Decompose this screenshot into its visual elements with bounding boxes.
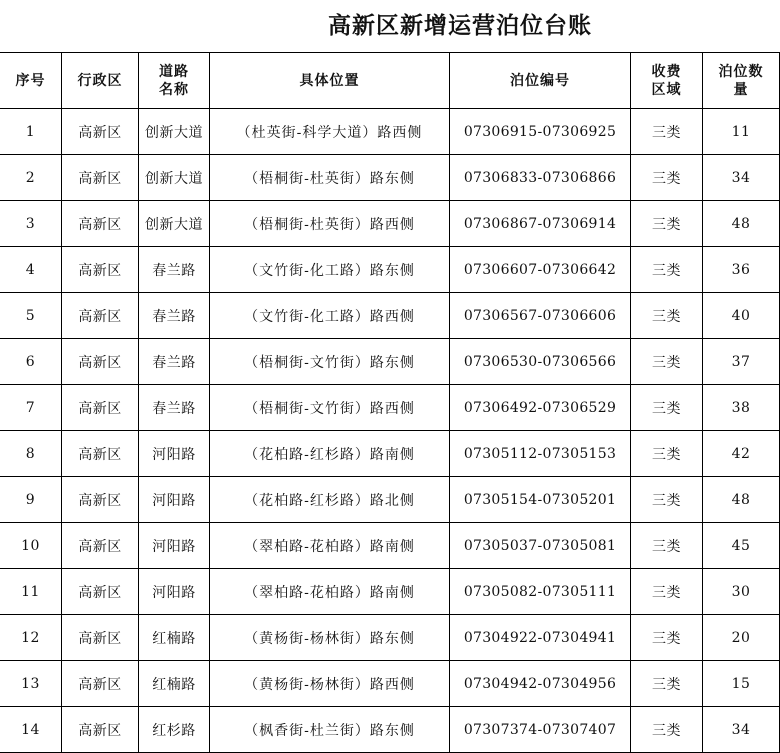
- cell-road-name: 河阳路: [139, 431, 210, 477]
- cell-berth-count: 34: [703, 155, 780, 201]
- table-row: [0, 155, 780, 201]
- cell-charge-zone: 三类: [631, 385, 703, 431]
- cell-location: （黄杨街-杨林街）路东侧: [210, 615, 450, 661]
- cell-charge-zone: 三类: [631, 109, 703, 155]
- table-row: [0, 201, 780, 247]
- cell-road-name: 创新大道: [139, 109, 210, 155]
- table-body: [0, 109, 780, 753]
- cell-district: 高新区: [62, 247, 139, 293]
- cell-berth-code: 07304942-07304956: [450, 661, 631, 707]
- cell-berth-code: 07305082-07305111: [450, 569, 631, 615]
- cell-road-name: 红楠路: [139, 661, 210, 707]
- cell-road-name: 春兰路: [139, 293, 210, 339]
- cell-district: 高新区: [62, 385, 139, 431]
- table-row: [0, 109, 780, 155]
- cell-berth-code: 07306867-07306914: [450, 201, 631, 247]
- cell-berth-code: 07305112-07305153: [450, 431, 631, 477]
- cell-road-name: 春兰路: [139, 385, 210, 431]
- cell-berth-count: 30: [703, 569, 780, 615]
- cell-berth-code: 07305154-07305201: [450, 477, 631, 523]
- cell-berth-count: 48: [703, 477, 780, 523]
- cell-location: （梧桐街-文竹街）路西侧: [210, 385, 450, 431]
- cell-district: 高新区: [62, 431, 139, 477]
- table-row: [0, 569, 780, 615]
- cell-berth-count: 11: [703, 109, 780, 155]
- cell-road-name: 河阳路: [139, 477, 210, 523]
- cell-district: 高新区: [62, 201, 139, 247]
- cell-seq: 14: [0, 707, 62, 753]
- cell-road-name: 创新大道: [139, 201, 210, 247]
- cell-charge-zone: 三类: [631, 201, 703, 247]
- cell-berth-count: 40: [703, 293, 780, 339]
- cell-district: 高新区: [62, 615, 139, 661]
- cell-charge-zone: 三类: [631, 707, 703, 753]
- cell-berth-count: 34: [703, 707, 780, 753]
- cell-road-name: 红楠路: [139, 615, 210, 661]
- cell-location: （梧桐街-杜英街）路西侧: [210, 201, 450, 247]
- cell-berth-count: 38: [703, 385, 780, 431]
- cell-charge-zone: 三类: [631, 477, 703, 523]
- cell-location: （翠柏路-花柏路）路南侧: [210, 569, 450, 615]
- cell-district: 高新区: [62, 477, 139, 523]
- cell-seq: 13: [0, 661, 62, 707]
- cell-seq: 9: [0, 477, 62, 523]
- cell-seq: 11: [0, 569, 62, 615]
- cell-berth-code: 07306607-07306642: [450, 247, 631, 293]
- cell-location: （黄杨街-杨林街）路西侧: [210, 661, 450, 707]
- cell-berth-code: 07306492-07306529: [450, 385, 631, 431]
- cell-location: （花柏路-红杉路）路南侧: [210, 431, 450, 477]
- cell-seq: 12: [0, 615, 62, 661]
- table-row: [0, 707, 780, 753]
- cell-berth-code: 07306833-07306866: [450, 155, 631, 201]
- cell-charge-zone: 三类: [631, 339, 703, 385]
- cell-charge-zone: 三类: [631, 293, 703, 339]
- cell-berth-count: 20: [703, 615, 780, 661]
- cell-road-name: 春兰路: [139, 247, 210, 293]
- cell-district: 高新区: [62, 661, 139, 707]
- table-header-row: [0, 53, 780, 109]
- cell-district: 高新区: [62, 339, 139, 385]
- cell-berth-count: 48: [703, 201, 780, 247]
- cell-seq: 2: [0, 155, 62, 201]
- header-berth-count: 泊位数量: [703, 53, 780, 109]
- cell-location: （梧桐街-杜英街）路东侧: [210, 155, 450, 201]
- cell-seq: 3: [0, 201, 62, 247]
- cell-district: 高新区: [62, 523, 139, 569]
- cell-road-name: 河阳路: [139, 569, 210, 615]
- cell-district: 高新区: [62, 155, 139, 201]
- cell-berth-count: 42: [703, 431, 780, 477]
- cell-seq: 10: [0, 523, 62, 569]
- cell-berth-code: 07304922-07304941: [450, 615, 631, 661]
- cell-charge-zone: 三类: [631, 569, 703, 615]
- table-row: [0, 385, 780, 431]
- berth-ledger-table: [0, 52, 780, 753]
- cell-road-name: 红杉路: [139, 707, 210, 753]
- cell-location: （杜英街-科学大道）路西侧: [210, 109, 450, 155]
- cell-berth-code: 07307374-07307407: [450, 707, 631, 753]
- cell-road-name: 河阳路: [139, 523, 210, 569]
- cell-charge-zone: 三类: [631, 247, 703, 293]
- cell-location: （翠柏路-花柏路）路南侧: [210, 523, 450, 569]
- header-berth-code: 泊位编号: [450, 53, 631, 109]
- table-row: [0, 431, 780, 477]
- cell-road-name: 春兰路: [139, 339, 210, 385]
- cell-seq: 6: [0, 339, 62, 385]
- cell-location: （花柏路-红杉路）路北侧: [210, 477, 450, 523]
- cell-location: （文竹街-化工路）路东侧: [210, 247, 450, 293]
- table-row: [0, 661, 780, 707]
- cell-berth-count: 45: [703, 523, 780, 569]
- table-row: [0, 477, 780, 523]
- cell-seq: 4: [0, 247, 62, 293]
- cell-charge-zone: 三类: [631, 661, 703, 707]
- table-row: [0, 523, 780, 569]
- cell-berth-count: 36: [703, 247, 780, 293]
- header-location: 具体位置: [210, 53, 450, 109]
- cell-charge-zone: 三类: [631, 615, 703, 661]
- cell-seq: 8: [0, 431, 62, 477]
- cell-location: （枫香街-杜兰街）路东侧: [210, 707, 450, 753]
- cell-district: 高新区: [62, 109, 139, 155]
- cell-seq: 5: [0, 293, 62, 339]
- table-row: [0, 339, 780, 385]
- cell-berth-count: 15: [703, 661, 780, 707]
- cell-berth-code: 07305037-07305081: [450, 523, 631, 569]
- cell-charge-zone: 三类: [631, 155, 703, 201]
- header-seq: 序号: [0, 53, 62, 109]
- cell-location: （梧桐街-文竹街）路东侧: [210, 339, 450, 385]
- table-row: [0, 293, 780, 339]
- cell-district: 高新区: [62, 569, 139, 615]
- table-row: [0, 615, 780, 661]
- cell-charge-zone: 三类: [631, 523, 703, 569]
- cell-berth-code: 07306915-07306925: [450, 109, 631, 155]
- cell-berth-code: 07306530-07306566: [450, 339, 631, 385]
- header-road-name: 道路名称: [139, 53, 210, 109]
- cell-location: （文竹街-化工路）路西侧: [210, 293, 450, 339]
- cell-berth-count: 37: [703, 339, 780, 385]
- cell-berth-code: 07306567-07306606: [450, 293, 631, 339]
- header-district: 行政区: [62, 53, 139, 109]
- header-charge-zone: 收费区域: [631, 53, 703, 109]
- cell-district: 高新区: [62, 293, 139, 339]
- table-row: [0, 247, 780, 293]
- cell-seq: 7: [0, 385, 62, 431]
- cell-seq: 1: [0, 109, 62, 155]
- cell-charge-zone: 三类: [631, 431, 703, 477]
- cell-district: 高新区: [62, 707, 139, 753]
- page-title: 高新区新增运营泊位台账: [328, 12, 592, 39]
- cell-road-name: 创新大道: [139, 155, 210, 201]
